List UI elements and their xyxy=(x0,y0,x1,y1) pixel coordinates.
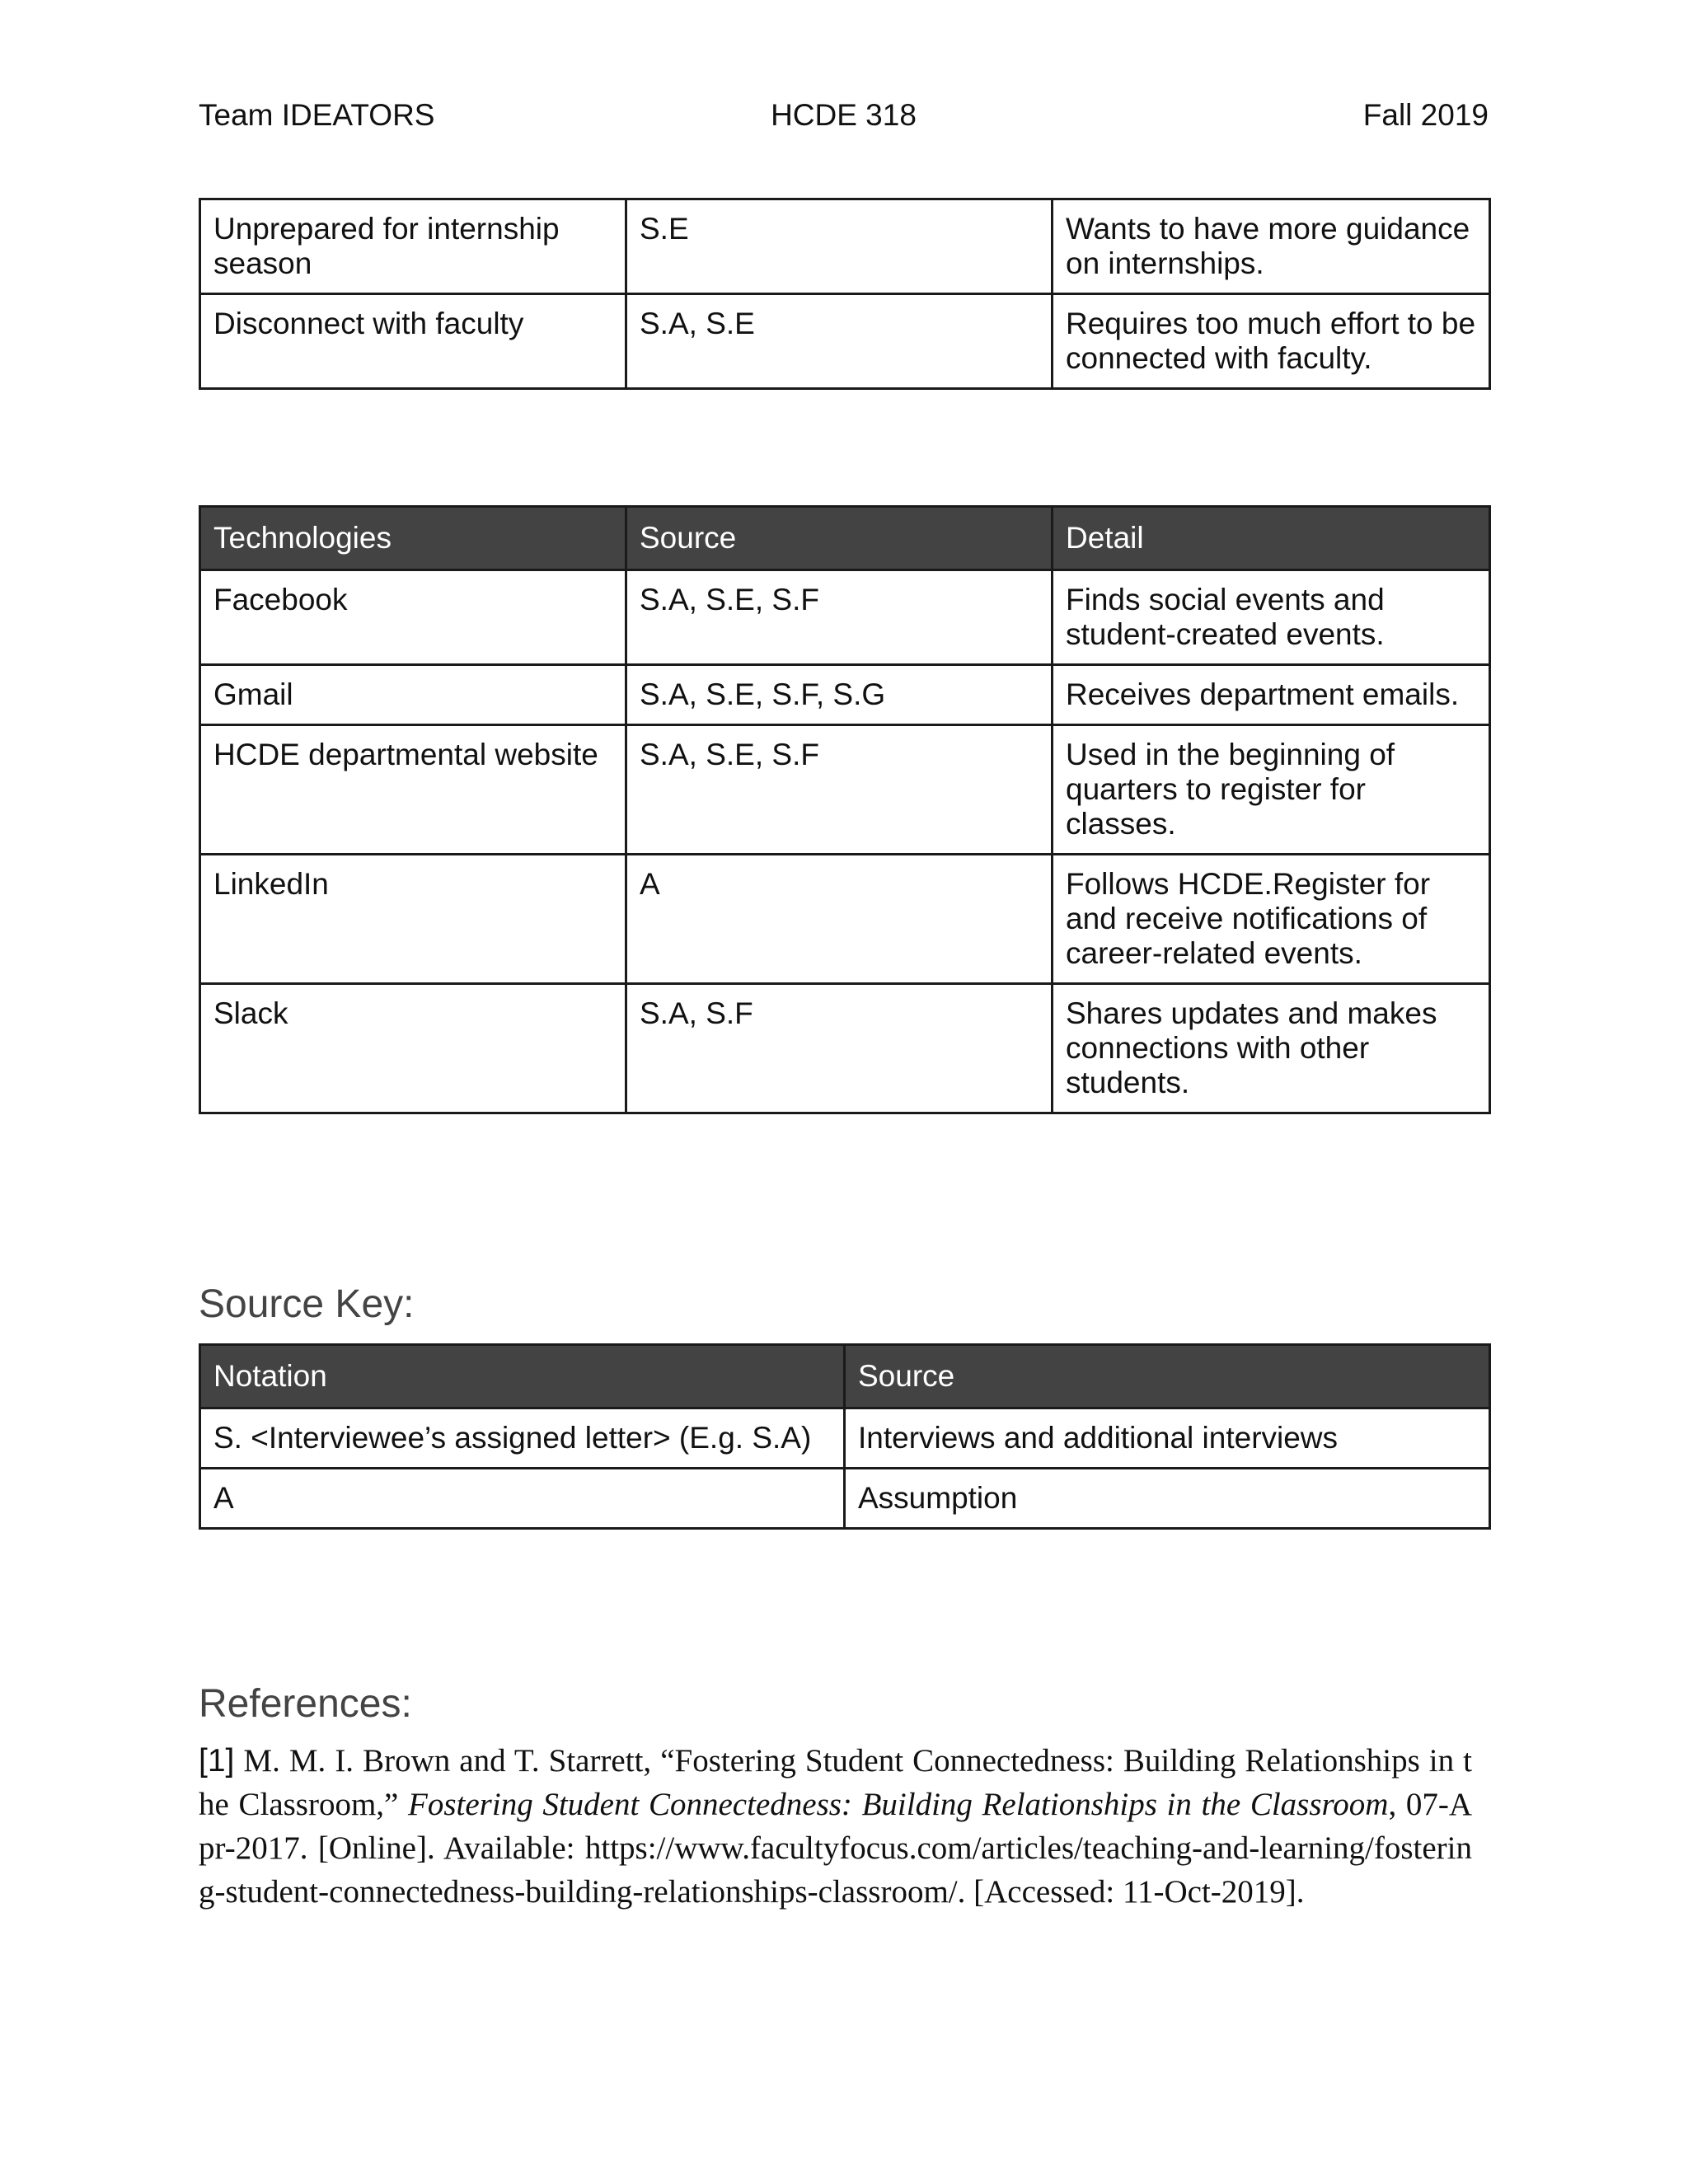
table-header-row xyxy=(200,507,1490,570)
references-heading: References: xyxy=(199,1682,412,1726)
reference-title-italic: Fostering Student Connectedness: Building Relationships in the Classroom xyxy=(408,1787,1389,1822)
table-cell: Finds social events and student-created events. xyxy=(1053,570,1490,665)
term: Fall 2019 xyxy=(1362,98,1489,132)
table-cell: Requires too much effort to be connected with faculty. xyxy=(1053,294,1490,389)
source-key-table xyxy=(199,1343,1491,1530)
table-row xyxy=(200,665,1490,725)
table-cell: Slack xyxy=(200,984,626,1113)
table-cell: Follows HCDE.Register for and receive notifications of career-related events. xyxy=(1053,855,1490,984)
table-cell: Wants to have more guidance on internships. xyxy=(1053,199,1490,294)
column-header: Detail xyxy=(1053,507,1490,570)
column-header: Source xyxy=(845,1345,1490,1408)
reference-entry xyxy=(199,1739,1472,1914)
table-header-row xyxy=(200,1345,1490,1408)
team-name: Team IDEATORS xyxy=(199,98,435,132)
page-header xyxy=(199,97,1489,134)
table-cell: LinkedIn xyxy=(200,855,626,984)
table-cell: Used in the beginning of quarters to register for classes. xyxy=(1053,725,1490,855)
table-cell: Shares updates and makes connections with other students. xyxy=(1053,984,1490,1113)
table-cell: A xyxy=(200,1469,845,1529)
table-row xyxy=(200,984,1490,1113)
pain-points-table xyxy=(199,198,1491,390)
table-row xyxy=(200,570,1490,665)
table-cell: Gmail xyxy=(200,665,626,725)
table-cell: A xyxy=(626,855,1053,984)
table-cell: S.A, S.E xyxy=(626,294,1053,389)
column-header: Technologies xyxy=(200,507,626,570)
table-cell: Unprepared for internship season xyxy=(200,199,626,294)
table-cell: Receives department emails. xyxy=(1053,665,1490,725)
reference-number: [1] xyxy=(199,1743,235,1779)
reference-details: , 07-Apr-2017. [Online]. Available: https://www.facultyfocus.com/articles/teaching-and-learning/fostering-student-connectedness-building-relationships-classroom/. [Accessed: 11-Oct-2019]. xyxy=(199,1787,1472,1910)
table-cell: S.A, S.E, S.F xyxy=(626,570,1053,665)
table-row xyxy=(200,1408,1490,1469)
table-cell: Facebook xyxy=(200,570,626,665)
table-cell: Disconnect with faculty xyxy=(200,294,626,389)
source-key-heading: Source Key: xyxy=(199,1282,415,1326)
table-row xyxy=(200,1469,1490,1529)
table-row xyxy=(200,199,1490,294)
table-cell: S.A, S.F xyxy=(626,984,1053,1113)
table-cell: Interviews and additional interviews xyxy=(845,1408,1490,1469)
table-cell: S.E xyxy=(626,199,1053,294)
table-cell: S.A, S.E, S.F, S.G xyxy=(626,665,1053,725)
table-row xyxy=(200,294,1490,389)
reference-text: M. M. I. Brown and T. Starrett, “Fostering Student Connectedness: Building Relationships in the Classroom,” xyxy=(199,1743,1472,1822)
column-header: Source xyxy=(626,507,1053,570)
table-row xyxy=(200,855,1490,984)
table-cell: S. <Interviewee’s assigned letter> (E.g. S.A) xyxy=(200,1408,845,1469)
table-cell: S.A, S.E, S.F xyxy=(626,725,1053,855)
course-code: HCDE 318 xyxy=(771,98,917,132)
table-row xyxy=(200,725,1490,855)
table-cell: Assumption xyxy=(845,1469,1490,1529)
table-cell: HCDE departmental website xyxy=(200,725,626,855)
technologies-table xyxy=(199,505,1491,1114)
column-header: Notation xyxy=(200,1345,845,1408)
